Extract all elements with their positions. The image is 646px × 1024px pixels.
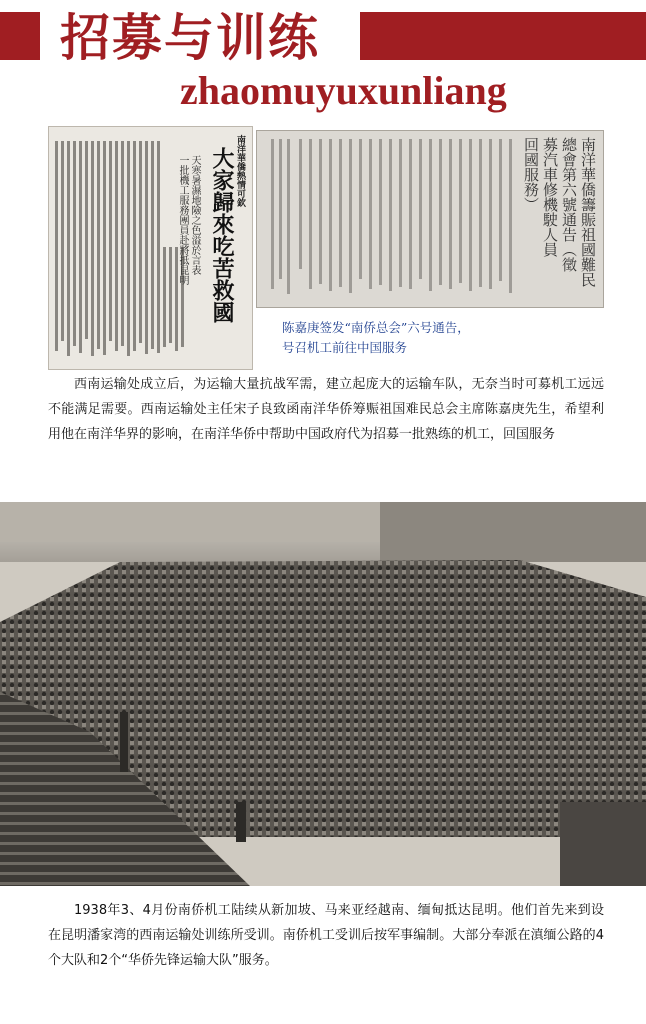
- newspaper-headline: 大家歸來吃苦救國: [209, 147, 235, 323]
- notice-title-2: 總會第六號通告（徵: [560, 137, 578, 272]
- title-band-left: [0, 12, 40, 60]
- newspaper-subhead-2: 一批機工服務團員赴將抵昆明: [177, 155, 188, 285]
- page-subtitle-pinyin: zhaomuyuxunliang: [180, 68, 507, 113]
- newspaper-kicker: 南洋華僑熱情可欽: [235, 135, 245, 207]
- photo-caption: [282, 318, 470, 358]
- troop-assembly-photo: [0, 502, 646, 886]
- page-title: 招募与训练: [60, 9, 320, 67]
- newspaper-clipping-image: [48, 126, 253, 370]
- body-paragraph-1: 西南运输处成立后，为运输大量抗战军需，建立起庞大的运输车队，无奈当时可募机工远远不能满足需要。西南运输处主任宋子良致函南洋华侨筹赈祖国难民总会主席陈嘉庚先生，希望利用他在南洋华界的影响，在南洋华侨中帮助中国政府代为招募一批熟练的机工，回国服务: [48, 377, 604, 442]
- notice-title-4: 回國服務）: [522, 137, 540, 212]
- title-band-right: [360, 12, 646, 60]
- newspaper-subhead-1: 天寒暑濕地險之色溢於言表: [189, 155, 200, 275]
- notice-clipping-image: [256, 130, 604, 308]
- notice-title-3: 募汽車修機駛人員: [541, 137, 559, 257]
- body-paragraph-2: 1938年3、4月份南侨机工陆续从新加坡、马来亚经越南、缅甸抵达昆明。他们首先来到设在昆明潘家湾的西南运输处训练所受训。南侨机工受训后按军事编制。大部分奉派在滇缅公路的4个大队和2个“华侨先锋运输大队”服务。: [48, 903, 604, 968]
- caption-line-1: 陈嘉庚签发“南侨总会”六号通告，: [282, 320, 470, 335]
- notice-title-1: 南洋華僑籌賑祖國難民: [579, 137, 597, 287]
- troop-assembly-graphic: [0, 502, 646, 886]
- caption-line-2: 号召机工前往中国服务: [282, 340, 408, 355]
